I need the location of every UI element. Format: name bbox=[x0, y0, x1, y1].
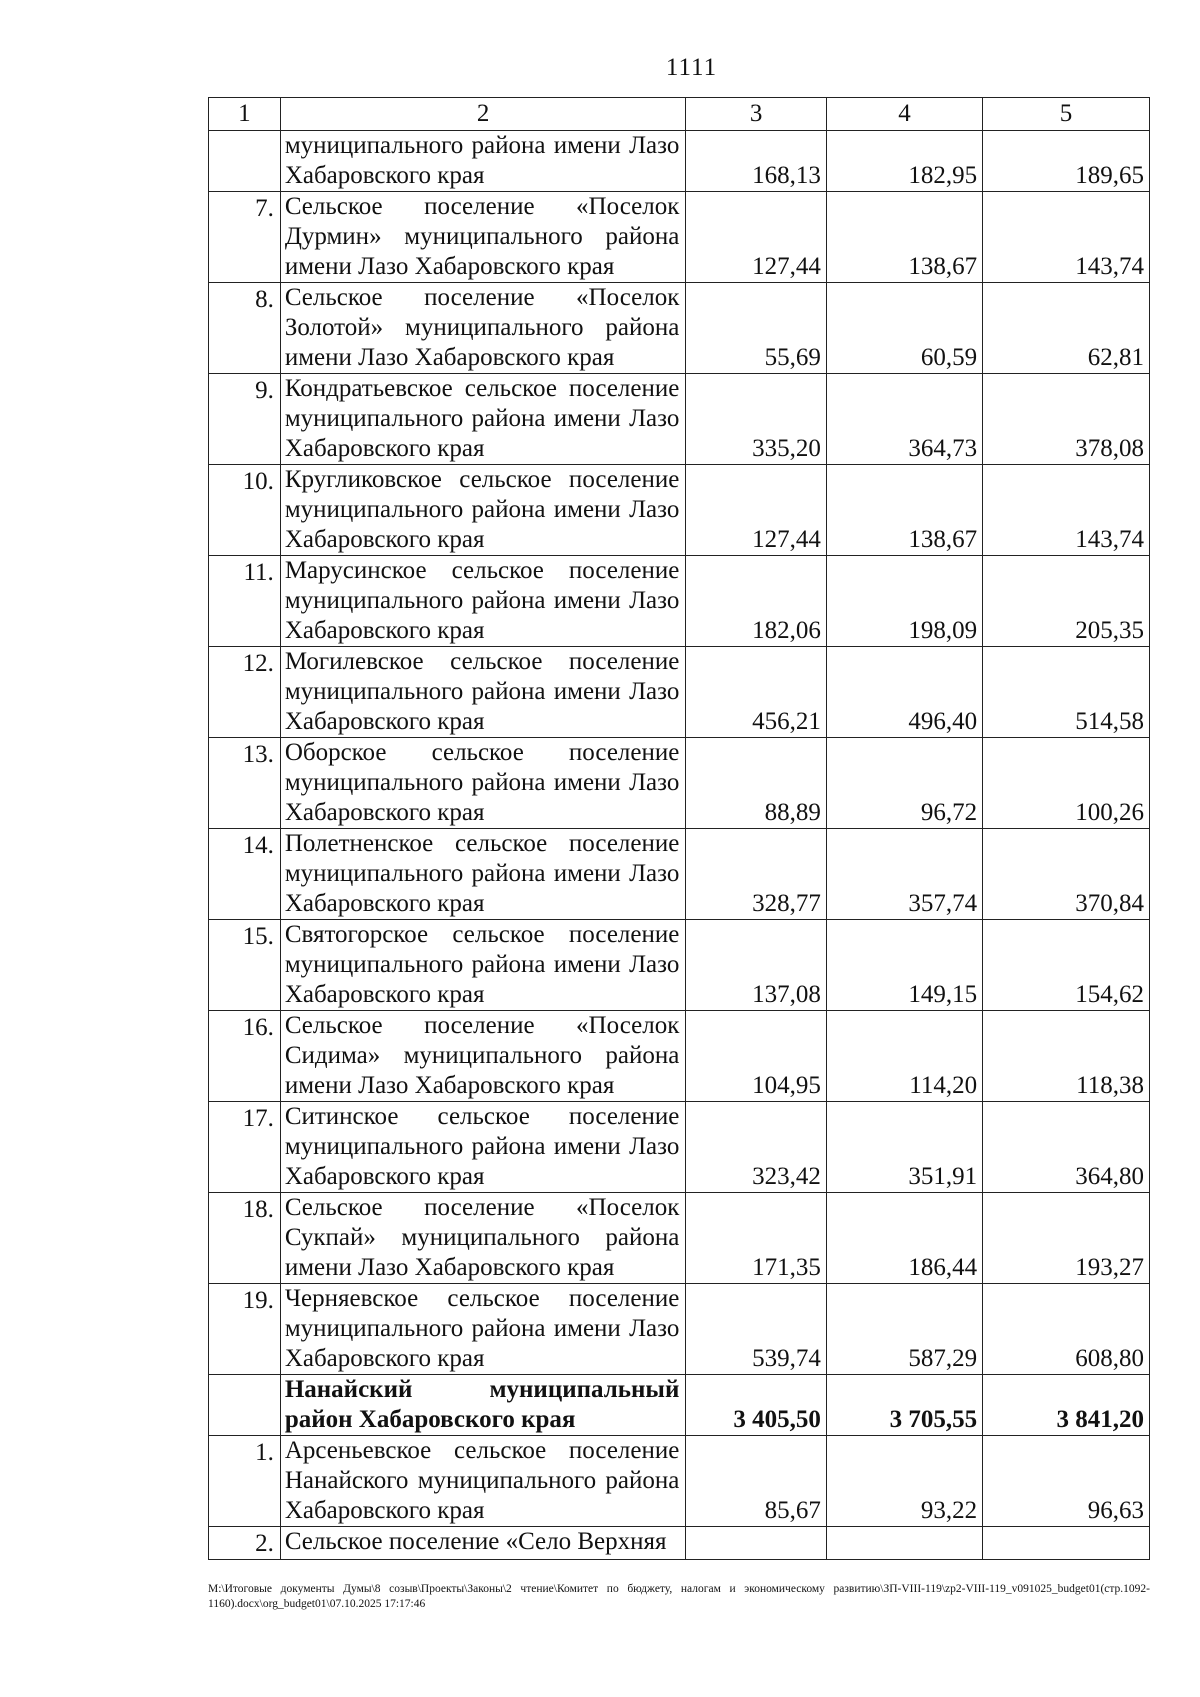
row-value-col3: 328,77 bbox=[686, 829, 826, 920]
row-value-col3: 127,44 bbox=[686, 465, 826, 556]
table-row bbox=[209, 1193, 1150, 1284]
row-name: Сельское поселение «Поселок Сукпай» муниципального района имени Лазо Хабаровского края bbox=[280, 1193, 686, 1284]
row-value-col4: 60,59 bbox=[826, 283, 982, 374]
row-value-col5: 205,35 bbox=[983, 556, 1150, 647]
row-value-col4: 357,74 bbox=[826, 829, 982, 920]
row-value-col5: 378,08 bbox=[983, 374, 1150, 465]
row-value-col5: 100,26 bbox=[983, 738, 1150, 829]
row-value-col3: 171,35 bbox=[686, 1193, 826, 1284]
row-value-col5: 143,74 bbox=[983, 465, 1150, 556]
table-row bbox=[209, 1284, 1150, 1375]
row-name: Оборское сельское поселение муниципального района имени Лазо Хабаровского края bbox=[280, 738, 686, 829]
header-col-3: 3 bbox=[686, 98, 826, 131]
table-row bbox=[209, 283, 1150, 374]
budget-table bbox=[208, 97, 1150, 1560]
table-row bbox=[209, 738, 1150, 829]
row-value-col5: 62,81 bbox=[983, 283, 1150, 374]
table-row bbox=[209, 1527, 1150, 1560]
row-name: Кругликовское сельское поселение муниципального района имени Лазо Хабаровского края bbox=[280, 465, 686, 556]
table-row bbox=[209, 192, 1150, 283]
row-value-col4: 587,29 bbox=[826, 1284, 982, 1375]
row-value-col4: 114,20 bbox=[826, 1011, 982, 1102]
row-name: Сельское поселение «Поселок Сидима» муниципального района имени Лазо Хабаровского края bbox=[280, 1011, 686, 1102]
header-col-1: 1 bbox=[209, 98, 281, 131]
row-value-col4: 149,15 bbox=[826, 920, 982, 1011]
row-name: Черняевское сельское поселение муниципального района имени Лазо Хабаровского края bbox=[280, 1284, 686, 1375]
row-value-col5: 3 841,20 bbox=[983, 1375, 1150, 1436]
row-value-col3: 168,13 bbox=[686, 131, 826, 192]
row-number: 16. bbox=[209, 1011, 281, 1102]
row-value-col5: 608,80 bbox=[983, 1284, 1150, 1375]
table-row bbox=[209, 1375, 1150, 1436]
row-value-col3 bbox=[686, 1527, 826, 1560]
row-value-col5: 364,80 bbox=[983, 1102, 1150, 1193]
table-row bbox=[209, 1011, 1150, 1102]
table-row bbox=[209, 465, 1150, 556]
row-value-col4: 496,40 bbox=[826, 647, 982, 738]
row-name: Святогорское сельское поселение муниципального района имени Лазо Хабаровского края bbox=[280, 920, 686, 1011]
row-name: Ситинское сельское поселение муниципального района имени Лазо Хабаровского края bbox=[280, 1102, 686, 1193]
table-row bbox=[209, 374, 1150, 465]
row-value-col3: 3 405,50 bbox=[686, 1375, 826, 1436]
row-value-col4: 351,91 bbox=[826, 1102, 982, 1193]
table-row bbox=[209, 647, 1150, 738]
table-row bbox=[209, 131, 1150, 192]
row-value-col3: 335,20 bbox=[686, 374, 826, 465]
row-value-col5: 154,62 bbox=[983, 920, 1150, 1011]
row-value-col3: 323,42 bbox=[686, 1102, 826, 1193]
table-row bbox=[209, 1102, 1150, 1193]
row-number: 11. bbox=[209, 556, 281, 647]
budget-table-body bbox=[209, 98, 1150, 1560]
row-number: 9. bbox=[209, 374, 281, 465]
row-value-col5: 96,63 bbox=[983, 1436, 1150, 1527]
row-name: Нанайский муниципальный район Хабаровского края bbox=[280, 1375, 686, 1436]
row-value-col4: 93,22 bbox=[826, 1436, 982, 1527]
row-number: 14. bbox=[209, 829, 281, 920]
row-value-col4 bbox=[826, 1527, 982, 1560]
row-value-col3: 127,44 bbox=[686, 192, 826, 283]
row-value-col5: 143,74 bbox=[983, 192, 1150, 283]
row-name: Сельское поселение «Поселок Золотой» муниципального района имени Лазо Хабаровского края bbox=[280, 283, 686, 374]
row-value-col5: 118,38 bbox=[983, 1011, 1150, 1102]
row-number: 15. bbox=[209, 920, 281, 1011]
row-number: 13. bbox=[209, 738, 281, 829]
row-value-col5: 189,65 bbox=[983, 131, 1150, 192]
table-row bbox=[209, 1436, 1150, 1527]
row-name: Полетненское сельское поселение муниципального района имени Лазо Хабаровского края bbox=[280, 829, 686, 920]
row-value-col4: 198,09 bbox=[826, 556, 982, 647]
row-name: Могилевское сельское поселение муниципального района имени Лазо Хабаровского края bbox=[280, 647, 686, 738]
row-value-col4: 186,44 bbox=[826, 1193, 982, 1284]
row-number: 8. bbox=[209, 283, 281, 374]
file-path-footer: M:\Итоговые документы Думы\8 созыв\Проекты\Законы\2 чтение\Комитет по бюджету, налогам и экономическому развитию\ЗП-VIII-119\zp2-VIII-119_v091025_budget01(стр.1092-1160).docx\org_budget01\07.10.2025 17:17:46 bbox=[208, 1583, 1150, 1610]
row-number: 17. bbox=[209, 1102, 281, 1193]
row-value-col4: 3 705,55 bbox=[826, 1375, 982, 1436]
row-number: 1. bbox=[209, 1436, 281, 1527]
row-value-col4: 138,67 bbox=[826, 192, 982, 283]
header-col-5: 5 bbox=[983, 98, 1150, 131]
row-value-col3: 104,95 bbox=[686, 1011, 826, 1102]
row-number bbox=[209, 131, 281, 192]
row-name: Марусинское сельское поселение муниципального района имени Лазо Хабаровского края bbox=[280, 556, 686, 647]
row-number: 18. bbox=[209, 1193, 281, 1284]
table-header-row bbox=[209, 98, 1150, 131]
header-col-2: 2 bbox=[280, 98, 686, 131]
table-row bbox=[209, 829, 1150, 920]
row-value-col5 bbox=[983, 1527, 1150, 1560]
row-number: 2. bbox=[209, 1527, 281, 1560]
row-name: Сельское поселение «Поселок Дурмин» муниципального района имени Лазо Хабаровского края bbox=[280, 192, 686, 283]
table-row bbox=[209, 920, 1150, 1011]
row-name: муниципального района имени Лазо Хабаровского края bbox=[280, 131, 686, 192]
page-number: 1111 bbox=[665, 54, 718, 81]
row-value-col4: 182,95 bbox=[826, 131, 982, 192]
header-col-4: 4 bbox=[826, 98, 982, 131]
row-name: Кондратьевское сельское поселение муниципального района имени Лазо Хабаровского края bbox=[280, 374, 686, 465]
row-value-col5: 193,27 bbox=[983, 1193, 1150, 1284]
row-name: Арсеньевское сельское поселение Нанайского муниципального района Хабаровского края bbox=[280, 1436, 686, 1527]
row-value-col5: 370,84 bbox=[983, 829, 1150, 920]
row-number: 19. bbox=[209, 1284, 281, 1375]
row-value-col3: 88,89 bbox=[686, 738, 826, 829]
row-number bbox=[209, 1375, 281, 1436]
row-value-col3: 55,69 bbox=[686, 283, 826, 374]
row-number: 10. bbox=[209, 465, 281, 556]
row-value-col3: 539,74 bbox=[686, 1284, 826, 1375]
row-name: Сельское поселение «Село Верхняя bbox=[280, 1527, 686, 1560]
row-value-col3: 137,08 bbox=[686, 920, 826, 1011]
row-number: 12. bbox=[209, 647, 281, 738]
table-row bbox=[209, 556, 1150, 647]
row-value-col4: 364,73 bbox=[826, 374, 982, 465]
row-value-col3: 85,67 bbox=[686, 1436, 826, 1527]
row-value-col3: 456,21 bbox=[686, 647, 826, 738]
row-value-col5: 514,58 bbox=[983, 647, 1150, 738]
row-value-col4: 138,67 bbox=[826, 465, 982, 556]
row-number: 7. bbox=[209, 192, 281, 283]
row-value-col3: 182,06 bbox=[686, 556, 826, 647]
row-value-col4: 96,72 bbox=[826, 738, 982, 829]
